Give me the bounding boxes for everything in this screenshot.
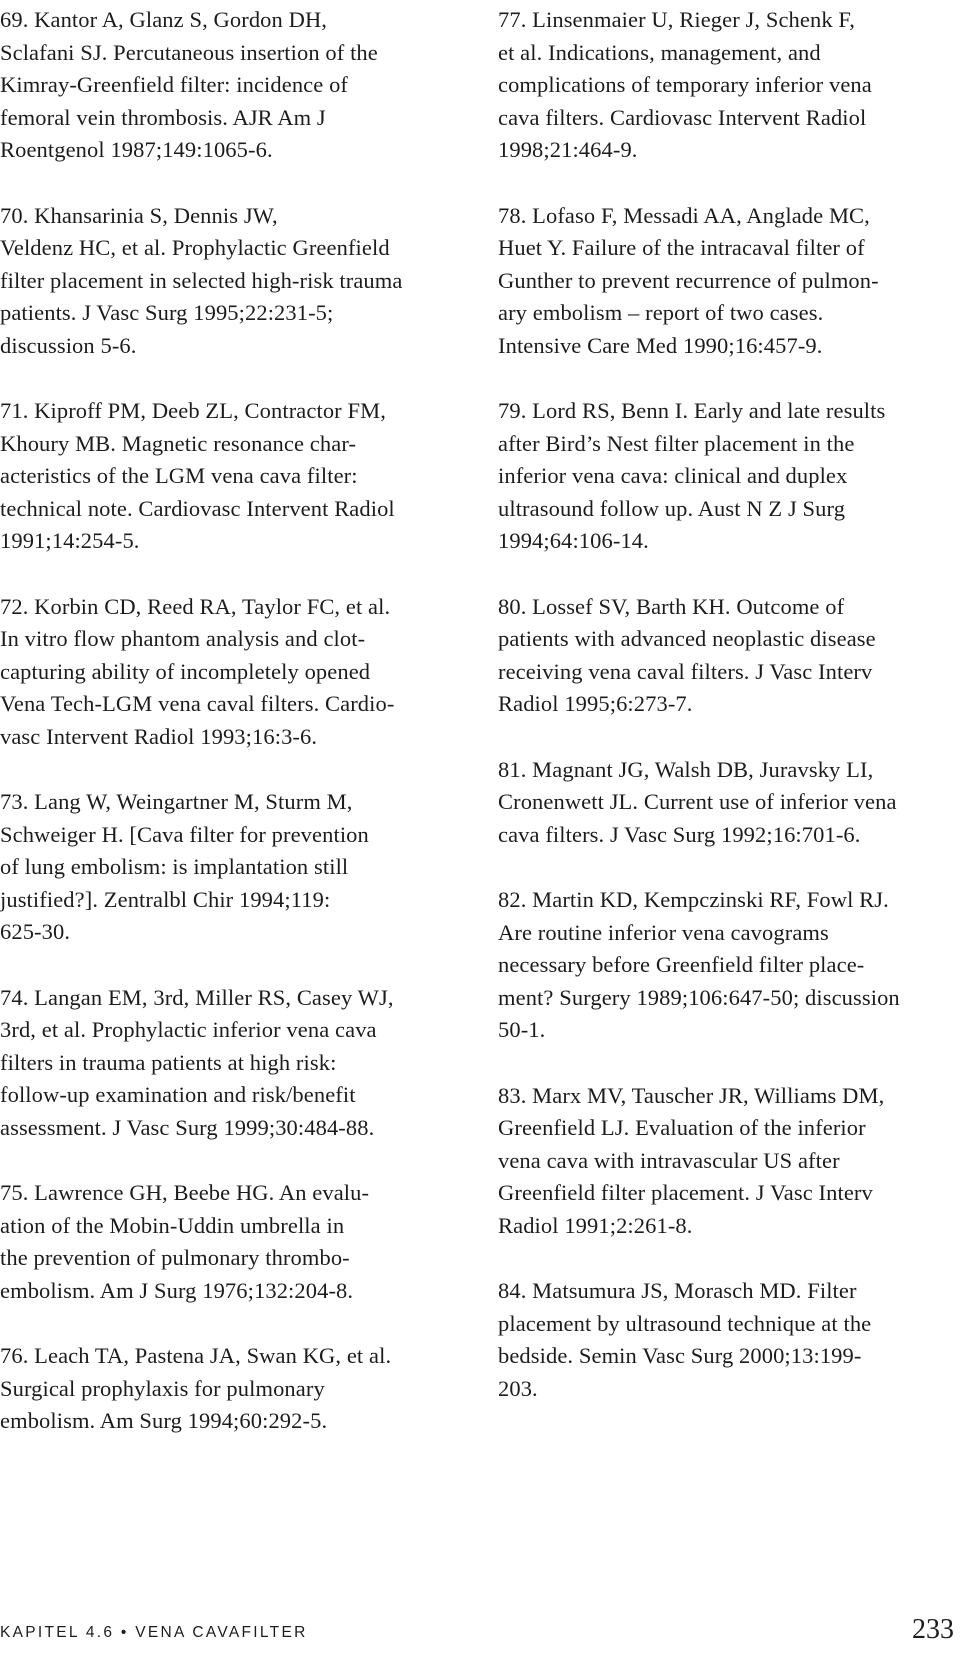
reference-75: 75. Lawrence GH, Beebe HG. An evalu- ation of the Mobin-Uddin umbrella in the prevention of pulmonary thrombo- embolism. Am J Surg 1976;132:204-8. [0,1180,370,1303]
reference-79: 79. Lord RS, Benn I. Early and late results after Bird’s Nest filter placement in the inferior vena cava: clinical and duplex ultrasound follow up. Aust N Z J Surg 1994;64:106-14. [498,398,886,553]
reference-70: 70. Khansarinia S, Dennis JW, Veldenz HC, et al. Prophylactic Greenfield filter placement in selected high-risk trauma patients. J Vasc Surg 1995;22:231-5; discussion 5-6. [0,202,403,358]
reference-column-right [498,4,960,1438]
reference-83: 83. Marx MV, Tauscher JR, Williams DM, Greenfield LJ. Evaluation of the inferior vena cava with intravascular US after Greenfield filter placement. J Vasc Interv Radiol 1991;2:261-8. [498,1082,885,1238]
reference-69: 69. Kantor A, Glanz S, Gordon DH, Sclafani SJ. Percutaneous insertion of the Kimray-Greenfield filter: incidence of femoral vein thrombosis. AJR Am J Roentgenol 1987;149:1065-6. [0,7,378,162]
reference-82: 82. Martin KD, Kempczinski RF, Fowl RJ. Are routine inferior vena cavograms necessary before Greenfield filter place- ment? Surgery 1989;106:647-50; discussion 50-1. [498,887,900,1042]
reference-84: 84. Matsumura JS, Morasch MD. Filter placement by ultrasound technique at the bedside. Semin Vasc Surg 2000;13:199- 203. [498,1278,872,1401]
reference-76: 76. Leach TA, Pastena JA, Swan KG, et al. Surgical prophylaxis for pulmonary embolism. Am Surg 1994;60:292-5. [0,1343,392,1433]
reference-77: 77. Linsenmaier U, Rieger J, Schenk F, et al. Indications, management, and complications of temporary inferior vena cava filters. Cardiovasc Intervent Radiol 1998;21:464-9. [498,7,872,162]
reference-81: 81. Magnant JG, Walsh DB, Juravsky LI, Cronenwett JL. Current use of inferior vena cava filters. J Vasc Surg 1992;16:701-6. [498,756,897,847]
reference-column-left [0,4,455,1471]
reference-73: 73. Lang W, Weingartner M, Sturm M, Schweiger H. [Cava filter for prevention of lung embolism: is implantation still justified?]. Zentralbl Chir 1994;119: 625-30. [0,789,369,944]
reference-78: 78. Lofaso F, Messadi AA, Anglade MC, Huet Y. Failure of the intracaval filter of Gunther to prevent recurrence of pulmon- ary embolism – report of two cases. Intensive Care Med 1990;16:457-9. [498,202,879,358]
running-head: KAPITEL 4.6 • VENA CAVAFILTER [0,1624,308,1641]
page-number: 233 [912,1614,954,1645]
reference-74: 74. Langan EM, 3rd, Miller RS, Casey WJ, 3rd, et al. Prophylactic inferior vena cava filters in trauma patients at high risk: follow-up examination and risk/benefit assessment. J Vasc Surg 1999;30:484-88. [0,984,394,1140]
reference-80: 80. Lossef SV, Barth KH. Outcome of patients with advanced neoplastic disease receiving vena caval filters. J Vasc Interv Radiol 1995;6:273-7. [498,593,876,716]
reference-72: 72. Korbin CD, Reed RA, Taylor FC, et al. In vitro flow phantom analysis and clot- capturing ability of incompletely opened Vena Tech-LGM vena caval filters. Cardio- vasc Intervent Radiol 1993;16:3-6. [0,593,395,749]
reference-71: 71. Kiproff PM, Deeb ZL, Contractor FM, Khoury MB. Magnetic resonance char- acteristics of the LGM vena cava filter: technical note. Cardiovasc Intervent Radiol 1991;14:254-5. [0,398,395,553]
page-footer [0,1614,960,1660]
